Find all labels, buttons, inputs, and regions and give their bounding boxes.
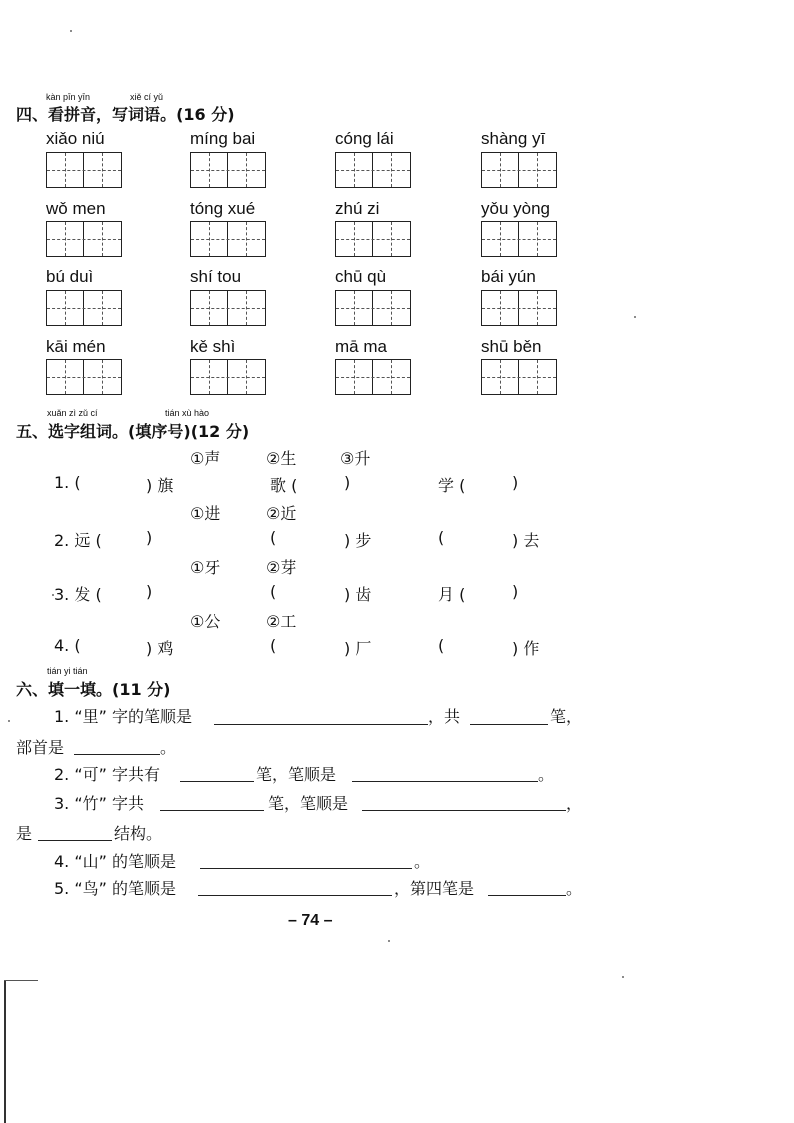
- word-blank-part: (: [270, 636, 277, 655]
- writing-grid[interactable]: [335, 152, 411, 188]
- word-blank-part: (: [270, 582, 277, 601]
- section5-ruby-2: tián xù hào: [165, 408, 210, 418]
- option-label: ②生: [266, 449, 297, 468]
- word-blank-part: ) 作: [512, 639, 540, 658]
- q3-blank-1[interactable]: [160, 810, 264, 811]
- pinyin-label: kāi mén: [46, 337, 106, 356]
- pinyin-label: mā ma: [335, 337, 387, 356]
- scan-speck: [70, 30, 72, 32]
- writing-grid[interactable]: [481, 221, 557, 257]
- q5-blank-2[interactable]: [488, 895, 566, 896]
- option-label: ①公: [190, 612, 221, 631]
- pinyin-label: yǒu yòng: [481, 199, 550, 218]
- word-blank-part: ): [146, 528, 153, 547]
- writing-grid[interactable]: [481, 152, 557, 188]
- option-label: ②芽: [266, 558, 297, 577]
- writing-grid[interactable]: [190, 359, 266, 395]
- word-blank-part: 3. 发 (: [54, 585, 102, 604]
- scan-speck: [622, 976, 624, 978]
- pinyin-label: míng bai: [190, 129, 256, 148]
- q3-text-a: 3. “竹” 字共: [54, 794, 145, 813]
- section4-ruby-2: xiě cí yǔ: [130, 92, 164, 102]
- word-blank-part: 月 (: [438, 585, 466, 604]
- word-blank-part: ): [512, 582, 519, 601]
- pinyin-label: cóng lái: [335, 129, 394, 148]
- pinyin-label: shàng yī: [481, 129, 546, 148]
- scan-speck: [8, 720, 10, 722]
- option-label: ①进: [190, 504, 221, 523]
- q4-text-b: 。: [414, 852, 431, 871]
- page-number: – 74 –: [288, 912, 333, 929]
- word-blank-part: 1. (: [54, 473, 81, 492]
- word-blank-part: ) 去: [512, 531, 540, 550]
- q2-text-b: 笔，笔顺是: [256, 765, 337, 784]
- writing-grid[interactable]: [335, 290, 411, 326]
- word-blank-part: 歌 (: [270, 476, 298, 495]
- writing-grid[interactable]: [481, 359, 557, 395]
- writing-grid[interactable]: [335, 359, 411, 395]
- word-blank-part: ) 厂: [344, 639, 372, 658]
- word-blank-part: ): [146, 582, 153, 601]
- word-blank-part: ) 旗: [146, 476, 174, 495]
- word-blank-part: 4. (: [54, 636, 81, 655]
- writing-grid[interactable]: [190, 290, 266, 326]
- section4-ruby-1: kàn pīn yīn: [46, 92, 91, 102]
- q4-text-a: 4. “山” 的笔顺是: [54, 852, 177, 871]
- q1-text-b: ，共: [428, 707, 461, 726]
- word-blank-part: ) 步: [344, 531, 372, 550]
- writing-grid[interactable]: [46, 290, 122, 326]
- option-label: ③升: [340, 449, 371, 468]
- q5-text-b: ，第四笔是: [394, 879, 475, 898]
- writing-grid[interactable]: [335, 221, 411, 257]
- word-blank-part: ) 鸡: [146, 639, 174, 658]
- q1-blank-2[interactable]: [470, 724, 548, 725]
- option-label: ②近: [266, 504, 297, 523]
- scan-border-line: [4, 980, 6, 1123]
- word-blank-part: ): [512, 473, 519, 492]
- option-label: ①声: [190, 449, 221, 468]
- q2-text-c: 。: [538, 765, 555, 784]
- pinyin-label: shí tou: [190, 267, 242, 286]
- pinyin-label: chū qù: [335, 267, 387, 286]
- writing-grid[interactable]: [46, 221, 122, 257]
- pinyin-label: tóng xué: [190, 199, 256, 218]
- writing-grid[interactable]: [190, 152, 266, 188]
- section4-title: 四、看拼音，写词语。(16 分): [16, 105, 235, 124]
- pinyin-label: kě shì: [190, 337, 236, 356]
- word-blank-part: (: [438, 528, 445, 547]
- writing-grid[interactable]: [46, 359, 122, 395]
- q1-blank-3[interactable]: [74, 754, 160, 755]
- word-blank-part: ): [344, 473, 351, 492]
- pinyin-label: wǒ men: [46, 199, 106, 218]
- word-blank-part: ) 齿: [344, 585, 372, 604]
- scan-speck: [52, 594, 54, 596]
- section6-title: 六、填一填。(11 分): [16, 680, 171, 699]
- word-blank-part: (: [270, 528, 277, 547]
- pinyin-label: bái yún: [481, 267, 536, 286]
- pinyin-label: shū běn: [481, 337, 542, 356]
- q2-blank-1[interactable]: [180, 781, 254, 782]
- q3-text-d: 是: [16, 824, 33, 843]
- q1-blank-1[interactable]: [214, 724, 428, 725]
- section6-ruby-1: tián yi tián: [47, 666, 88, 676]
- option-label: ①牙: [190, 558, 221, 577]
- q3-blank-3[interactable]: [38, 840, 112, 841]
- q3-text-b: 笔，笔顺是: [268, 794, 349, 813]
- writing-grid[interactable]: [190, 221, 266, 257]
- writing-grid[interactable]: [46, 152, 122, 188]
- q3-text-e: 结构。: [114, 824, 163, 843]
- q3-blank-2[interactable]: [362, 810, 566, 811]
- q2-blank-2[interactable]: [352, 781, 538, 782]
- pinyin-label: bú duì: [46, 267, 94, 286]
- q1-text-d: 部首是: [16, 738, 65, 757]
- word-blank-part: (: [438, 636, 445, 655]
- scan-speck: [634, 316, 636, 318]
- scan-speck: [388, 940, 390, 942]
- scan-border-top: [4, 980, 38, 981]
- q2-text-a: 2. “可” 字共有: [54, 765, 161, 784]
- q5-text-a: 5. “鸟” 的笔顺是: [54, 879, 177, 898]
- pinyin-label: zhú zi: [335, 199, 380, 218]
- q1-text-e: 。: [160, 738, 177, 757]
- option-label: ②工: [266, 612, 297, 631]
- section5-title: 五、选字组词。(填序号)(12 分): [16, 422, 250, 441]
- pinyin-label: xiǎo niú: [46, 129, 105, 148]
- section5-ruby-1: xuǎn zì zǔ cí: [47, 408, 98, 418]
- q3-text-c: ，: [566, 794, 583, 813]
- q1-text-c: 笔，: [550, 707, 583, 726]
- word-blank-part: 学 (: [438, 476, 466, 495]
- word-blank-part: 2. 远 (: [54, 531, 102, 550]
- q5-text-c: 。: [566, 879, 583, 898]
- q5-blank-1[interactable]: [198, 895, 392, 896]
- q4-blank-1[interactable]: [200, 868, 412, 869]
- q1-text-a: 1. “里” 字的笔顺是: [54, 707, 193, 726]
- writing-grid[interactable]: [481, 290, 557, 326]
